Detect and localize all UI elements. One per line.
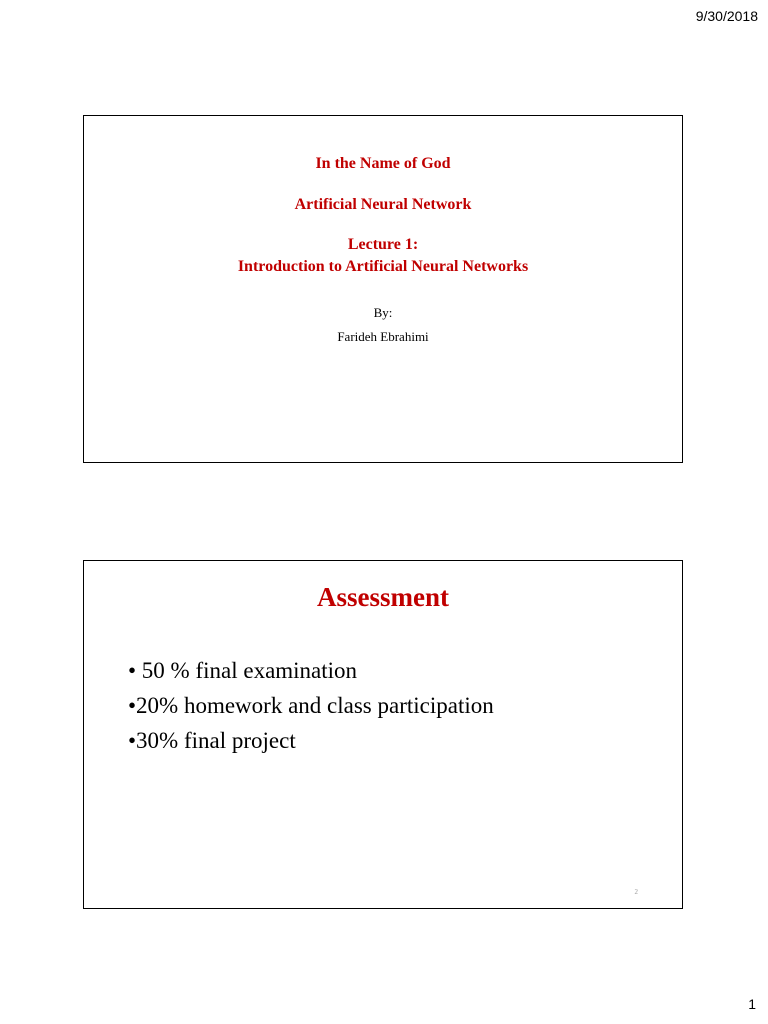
header-date: 9/30/2018: [695, 8, 758, 24]
list-item: • 50 % final examination: [128, 658, 358, 683]
lecture-title: Introduction to Artificial Neural Networks: [237, 258, 529, 275]
assessment-title: Assessment: [317, 582, 449, 612]
slide-number: 2: [634, 888, 638, 896]
assessment-list: [128, 653, 494, 758]
list-item: •20% homework and class participation: [128, 693, 494, 718]
dedication-line: In the Name of God: [315, 155, 451, 172]
list-item: •30% final project: [128, 728, 296, 753]
lecture-number: Lecture 1:: [347, 236, 419, 253]
by-label: By:: [373, 305, 393, 320]
page-number: 1: [748, 996, 756, 1012]
course-title: Artificial Neural Network: [294, 196, 472, 213]
author-name: Farideh Ebrahimi: [337, 329, 429, 344]
slide-2: [83, 560, 683, 909]
slide-1: [83, 115, 683, 463]
